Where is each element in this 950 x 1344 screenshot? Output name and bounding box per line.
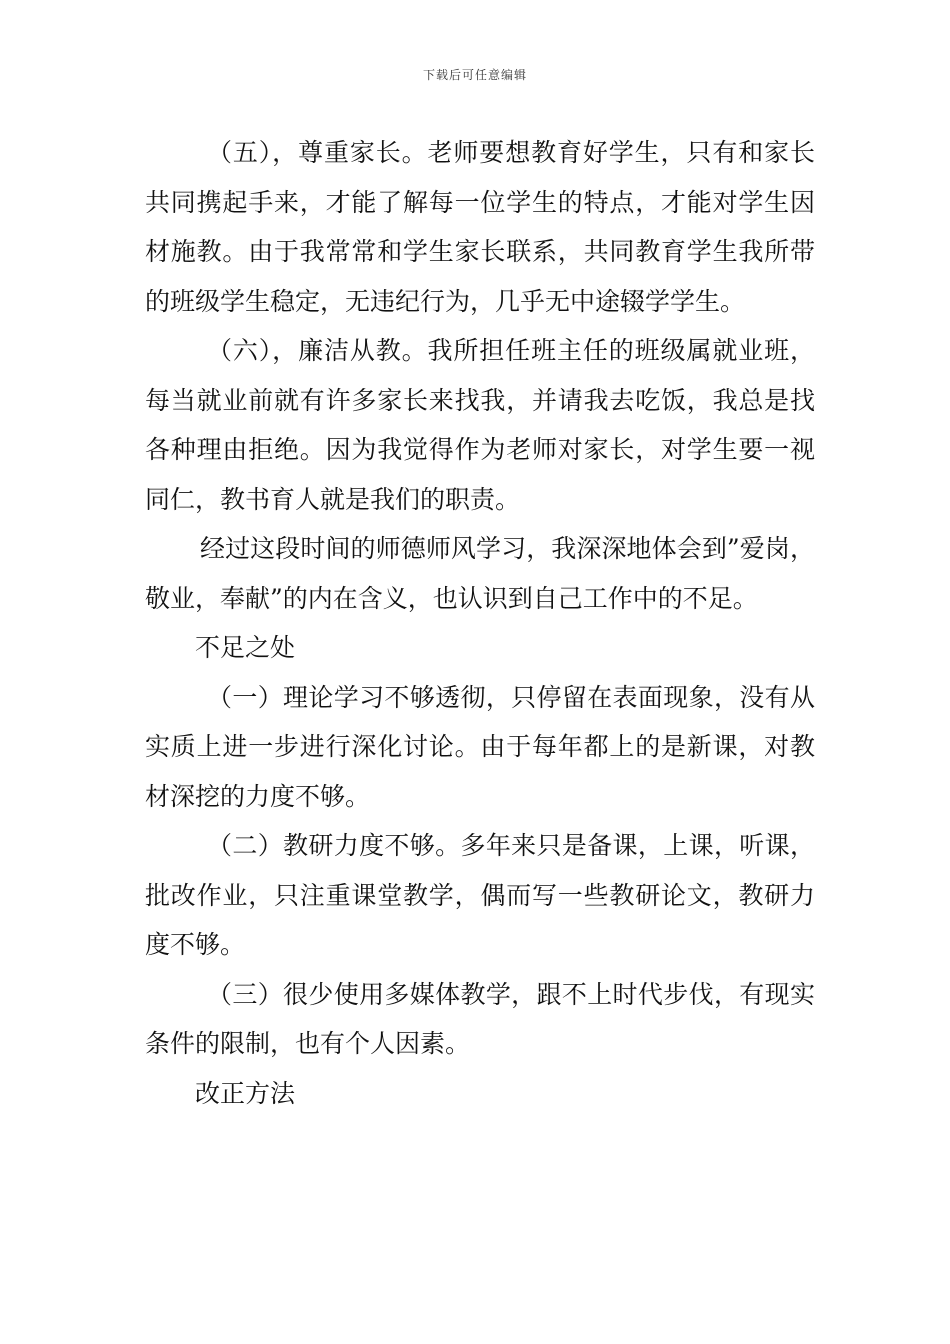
paragraph-shortcoming-three: （三）很少使用多媒体教学，跟不上时代步伐，有现实条件的限制，也有个人因素。 xyxy=(145,979,815,1058)
paragraph-six-honest-teaching: （六），廉洁从教。我所担任班主任的班级属就业班，每当就业前就有许多家长来找我，并请我去吃饭，我总是找各种理由拒绝。因为我觉得作为老师对家长，对学生要一视同仁，教书育人就是我们的职责。 xyxy=(145,336,815,514)
paragraph-summary: 经过这段时间的师德师风学习，我深深地体会到”爱岗，敬业，奉献”的内在含义，也认识到自己工作中的不足。 xyxy=(145,534,815,613)
paragraph-five-respect-parents: （五），尊重家长。老师要想教育好学生，只有和家长共同携起手来，才能了解每一位学生的特点，才能对学生因材施教。由于我常常和学生家长联系，共同教育学生我所带的班级学生稳定，无违纪行为，几乎无中途辍学学生。 xyxy=(145,138,815,316)
section-heading-corrections: 改正方法 xyxy=(195,1078,296,1108)
header-note: 下载后可任意编辑 xyxy=(422,68,527,82)
paragraph-shortcoming-two: （二）教研力度不够。多年来只是备课，上课，听课，批改作业，只注重课堂教学，偶而写一些教研论文，教研力度不够。 xyxy=(145,831,815,959)
paragraph-shortcoming-one: （一）理论学习不够透彻，只停留在表面现象，没有从实质上进一步进行深化讨论。由于每年都上的是新课，对教材深挖的力度不够。 xyxy=(145,682,815,811)
section-heading-shortcomings: 不足之处 xyxy=(195,633,296,662)
document-body xyxy=(145,128,815,1118)
